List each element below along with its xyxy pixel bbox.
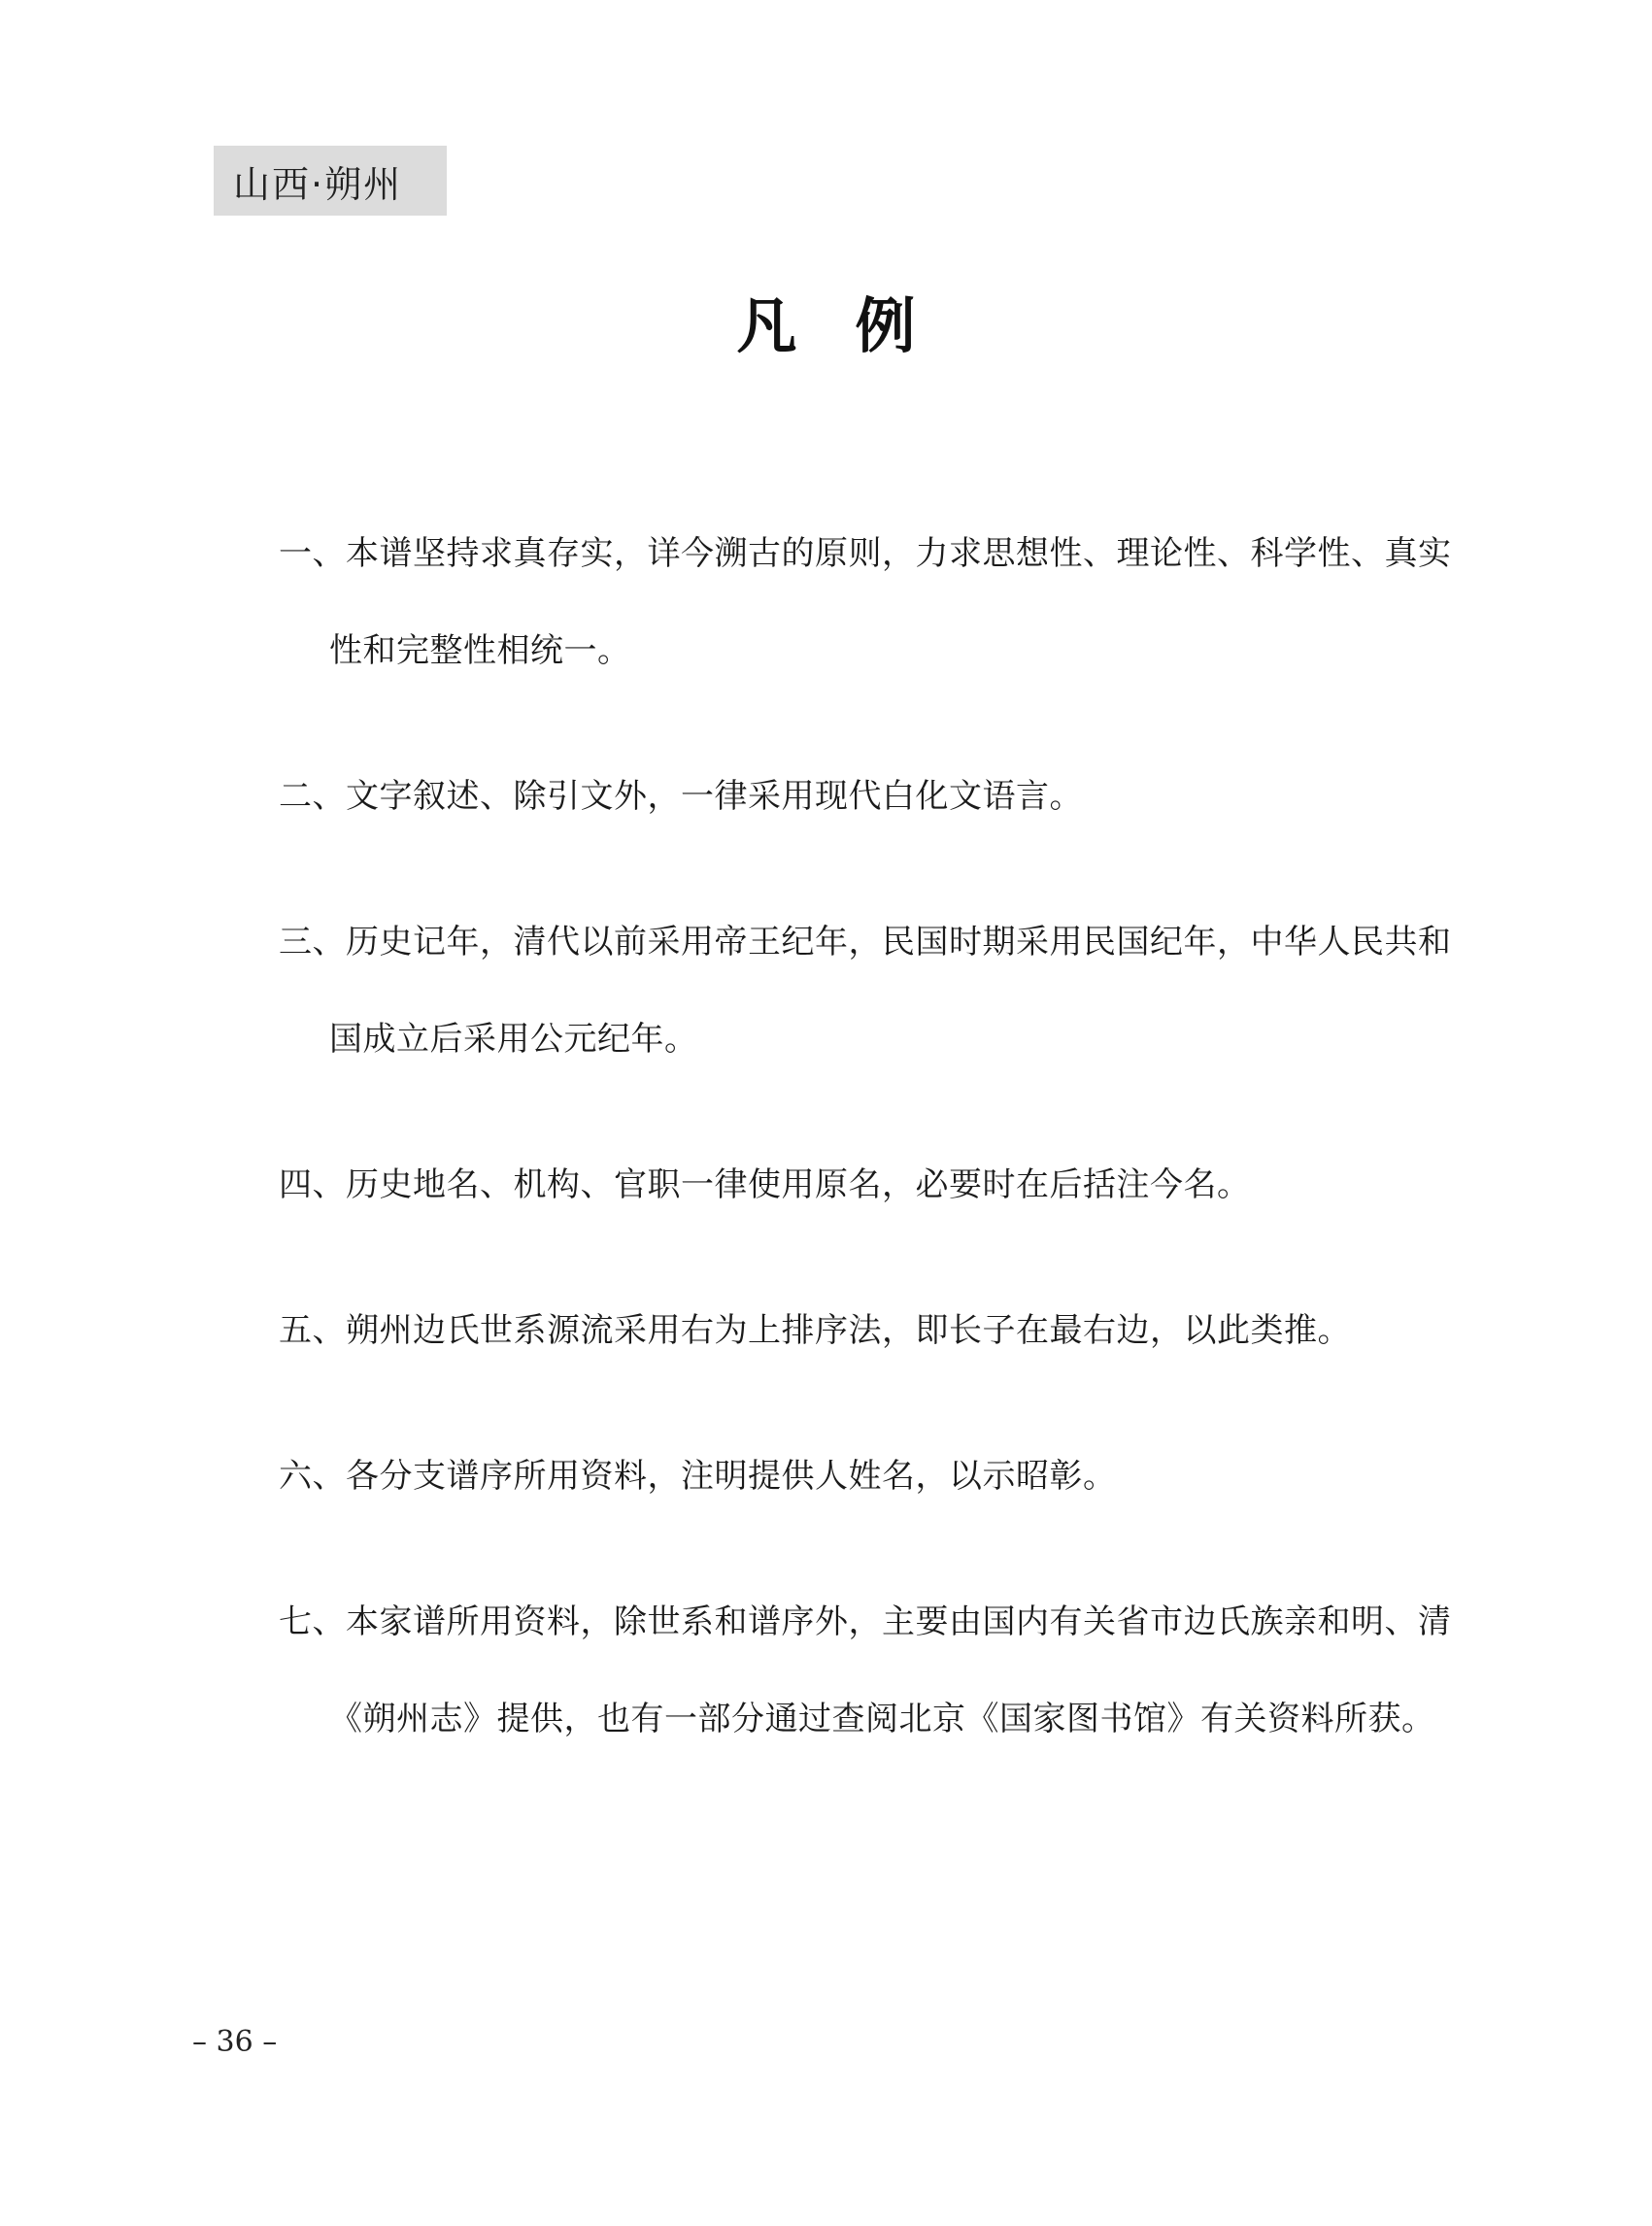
rule-item-1: 一、本谱坚持求真存实，详今溯古的原则，力求思想性、理论性、科学性、真实性和完整性相统一。: [279, 534, 1452, 670]
page-title: 凡例: [736, 290, 974, 361]
page-number: – 36 –: [192, 2025, 278, 2059]
rule-item-4: 四、历史地名、机构、官职一律使用原名，必要时在后括注今名。: [279, 1165, 1251, 1204]
rule-item-7: 七、本家谱所用资料，除世系和谱序外，主要由国内有关省市边氏族亲和明、清《朔州志》提供，也有一部分通过查阅北京《国家图书馆》有关资料所获。: [279, 1602, 1452, 1738]
rule-item-6: 六、各分支谱序所用资料，注明提供人姓名，以示昭彰。: [279, 1457, 1117, 1496]
rule-item-5: 五、朔州边氏世系源流采用右为上排序法，即长子在最右边，以此类推。: [279, 1311, 1351, 1350]
header-section-tag: 山西·朔州: [214, 146, 447, 216]
rule-item-2: 二、文字叙述、除引文外，一律采用现代白化文语言。: [279, 777, 1083, 816]
rule-item-3: 三、历史记年，清代以前采用帝王纪年，民国时期采用民国纪年，中华人民共和国成立后采用公元纪年。: [279, 923, 1452, 1059]
